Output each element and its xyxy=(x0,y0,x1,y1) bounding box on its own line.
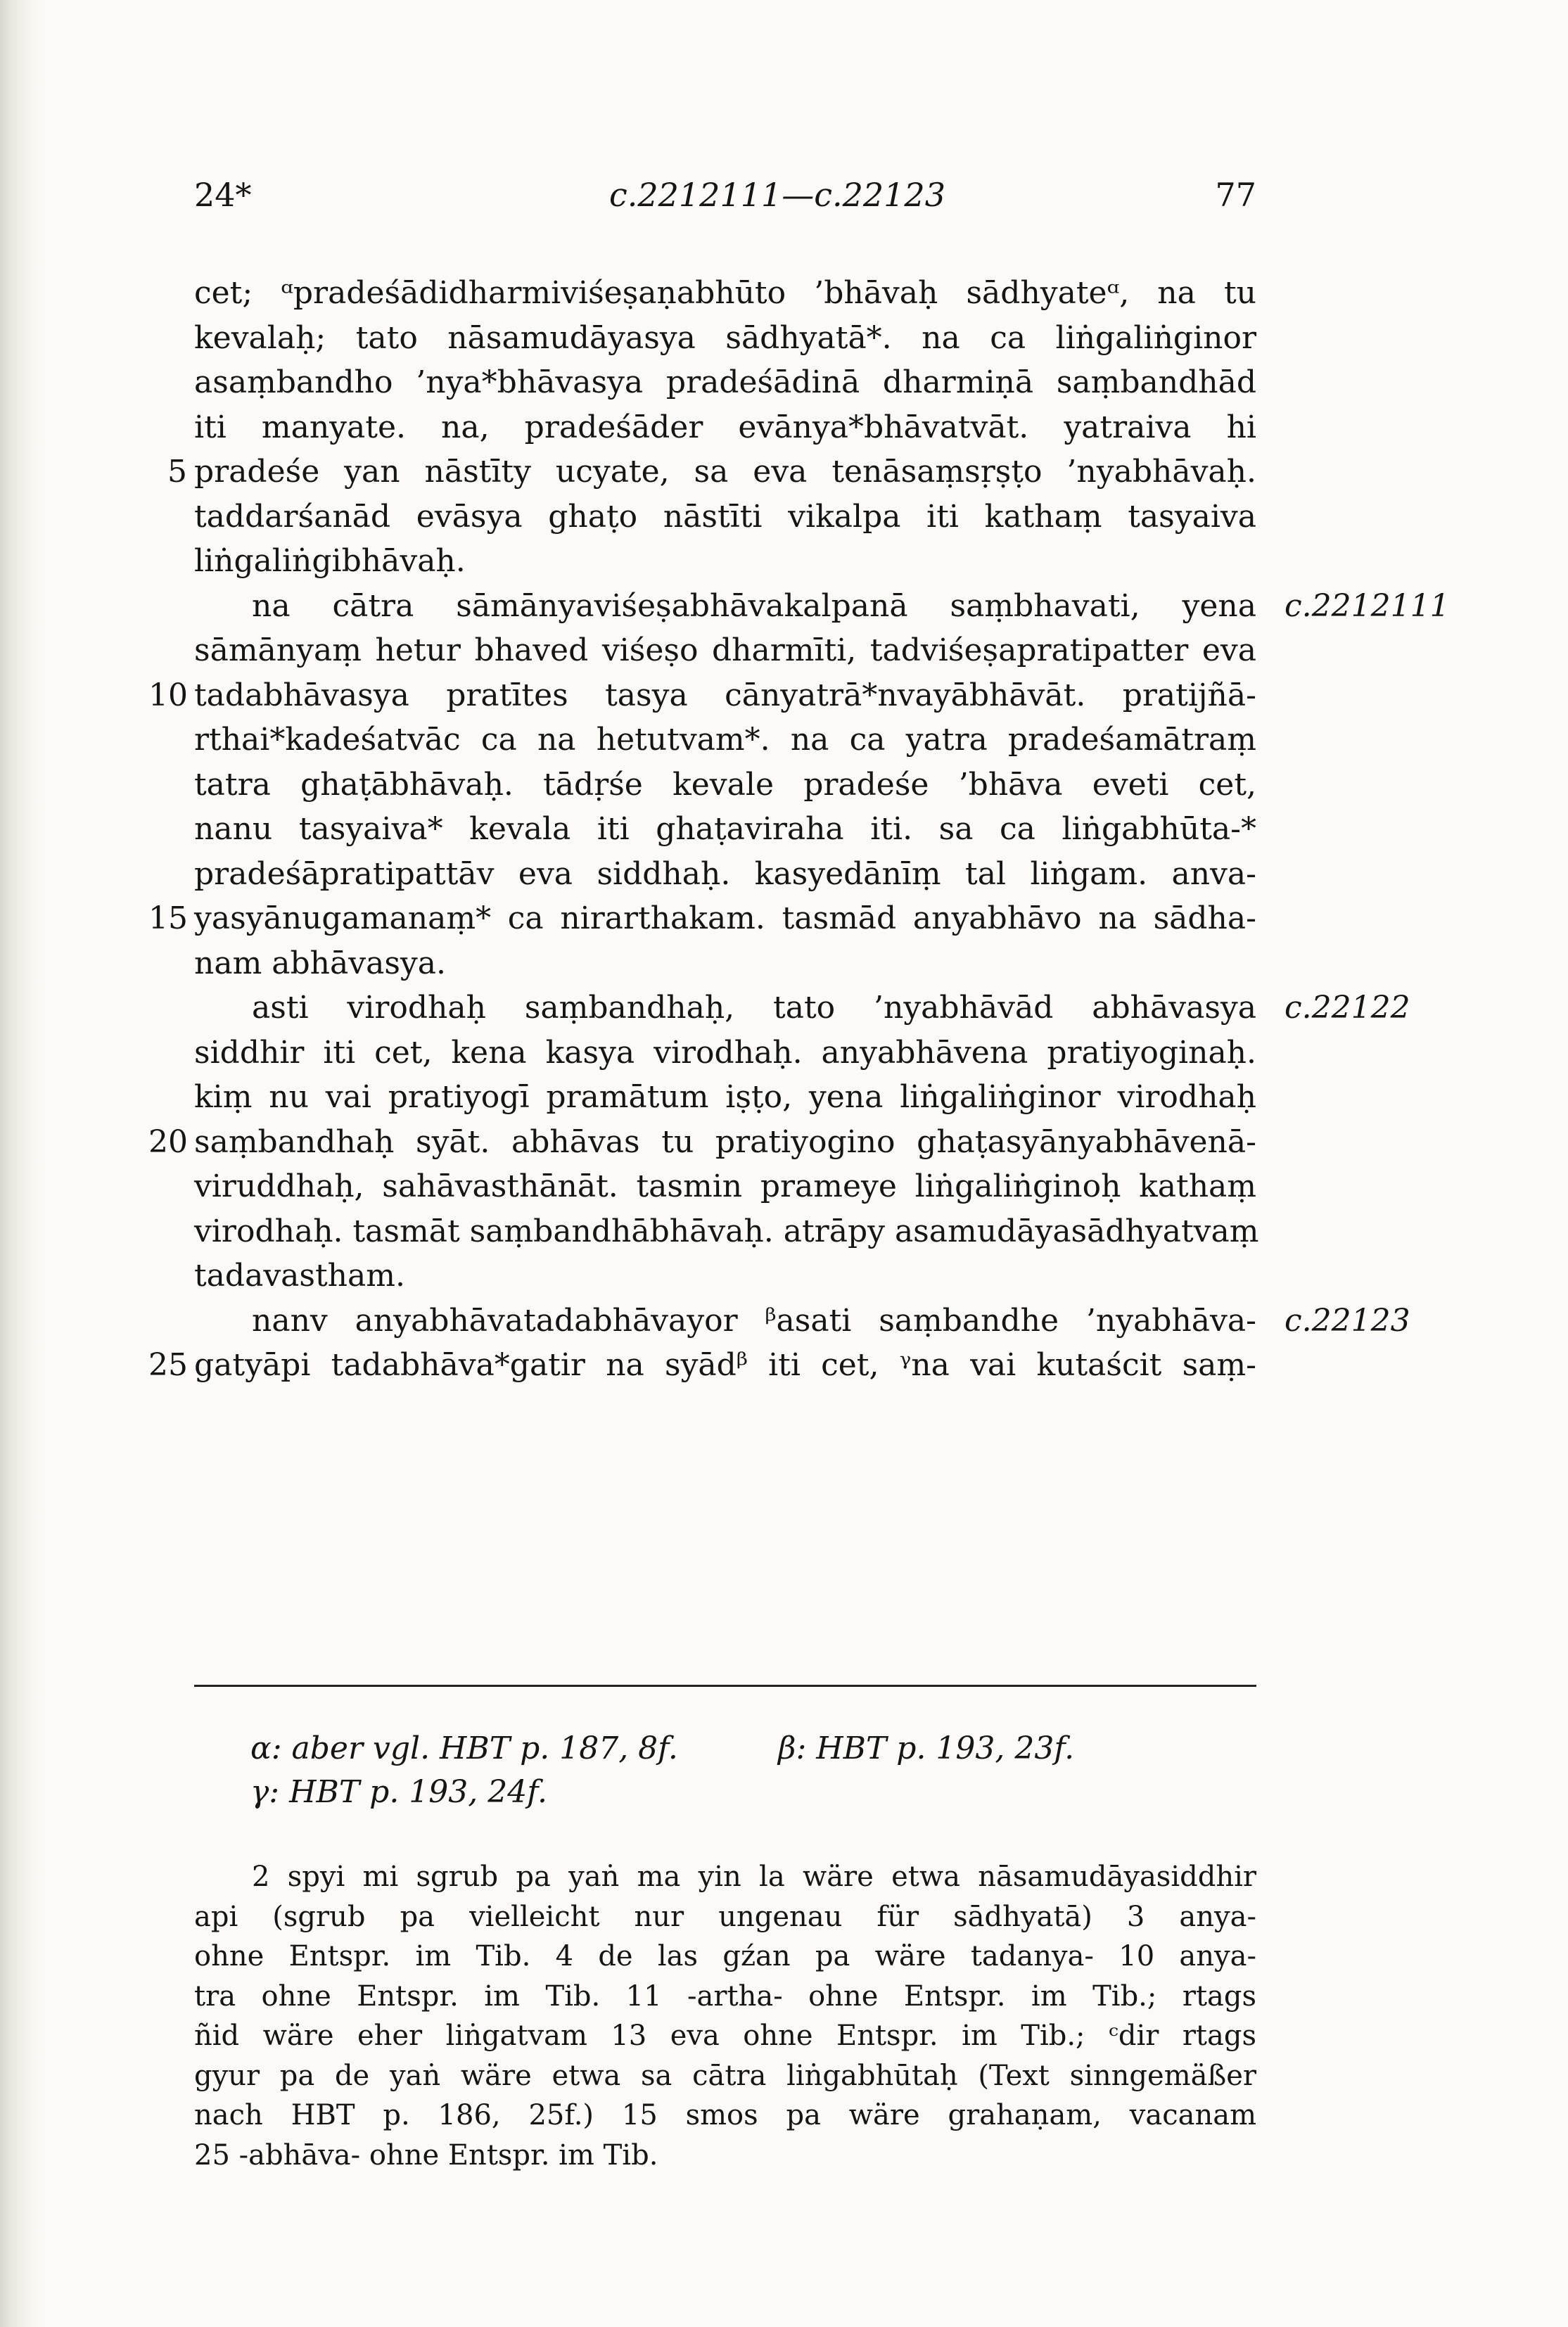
text-line: virodhaḥ. tasmāt saṃbandhābhāvaḥ. atrāpy asamudāyasādhyatvaṃ xyxy=(194,1213,1259,1249)
page-number: 77 xyxy=(1215,176,1256,214)
note-line: ñid wäre eher liṅgatvam 13 eva ohne Entspr. im Tib.; ᶜdir rtags xyxy=(194,2020,1256,2052)
line-number: 5 xyxy=(167,454,187,490)
parallel-references xyxy=(250,1727,1263,1814)
ref-beta: β: HBT p. 193, 23f. xyxy=(778,1730,1075,1766)
header-section-range: c.2212111—c.22123 xyxy=(609,176,945,214)
line-number: 25 xyxy=(148,1347,188,1383)
text-line: rthai*kadeśatvāc ca na hetutvam*. na ca yatra pradeśamātraṃ xyxy=(194,722,1256,758)
text-line: nam abhāvasya. xyxy=(194,945,446,981)
note-line: 2 spyi mi sgrub pa yaṅ ma yin la wäre etwa nāsamudāyasiddhir xyxy=(252,1861,1256,1893)
text-line: 25 gatyāpi tadabhāva*gatir na syādᵝ iti cet, ᵞna vai kutaścit saṃ- xyxy=(194,1343,1256,1388)
note-line: api (sgrub pa vielleicht nur ungenau für sādhyatā) 3 anya- xyxy=(194,1900,1256,1933)
text-line: iti manyate. na, pradeśāder evānya*bhāvatvāt. yatraiva hi xyxy=(194,409,1256,445)
note-line: gyur pa de yaṅ wäre etwa sa cātra liṅgabhūtaḥ (Text sinngemäßer xyxy=(194,2059,1256,2092)
paragraph-start-line: asti virodhaḥ saṃbandhaḥ, tato ’nyabhāvād abhāvasya c.22122 xyxy=(194,986,1256,1031)
note-line: 25 -abhāva- ohne Entspr. im Tib. xyxy=(194,2138,658,2172)
text-line: 15 yasyānugamanaṃ* ca nirarthakam. tasmād anyabhāvo na sādha- xyxy=(194,896,1256,941)
critical-notes xyxy=(194,1857,1256,2175)
text-line: nanu tasyaiva* kevala iti ghaṭaviraha iti. sa ca liṅgabhūta-* xyxy=(194,811,1256,847)
text-line: taddarśanād evāsya ghaṭo nāstīti vikalpa iti kathaṃ tasyaiva xyxy=(194,498,1256,535)
text-line: asaṃbandho ’nya*bhāvasya pradeśādinā dharmiṇā saṃbandhād xyxy=(194,364,1256,400)
text-line: cet; ᵅpradeśādidharmiviśeṣaṇabhūto ’bhāvaḥ sādhyateᵅ, na tu xyxy=(194,275,1256,311)
ref-gamma: γ: HBT p. 193, 24f. xyxy=(250,1774,547,1810)
text-line: pradeśāpratipattāv eva siddhaḥ. kasyedānīṃ tal liṅgam. anva- xyxy=(194,855,1256,892)
text-line: 5 pradeśe yan nāstīty ucyate, sa eva tenāsaṃsṛṣṭo ’nyabhāvaḥ. xyxy=(194,450,1256,495)
note-line: nach HBT p. 186, 25f.) 15 smos pa wäre grahaṇam, vacanam xyxy=(194,2099,1256,2131)
margin-section-ref: c.2212111 xyxy=(1285,587,1450,624)
margin-section-ref: c.22122 xyxy=(1285,990,1410,1026)
text-line: sāmānyaṃ hetur bhaved viśeṣo dharmīti, tadviśeṣapratipatter eva xyxy=(194,632,1256,668)
text-line: tatra ghaṭābhāvaḥ. tādṛśe kevale pradeśe ’bhāva eveti cet, xyxy=(194,766,1256,803)
header-section-number: 24* xyxy=(194,176,252,214)
scan-edge-shadow xyxy=(0,0,42,2327)
text-line: 10 tadabhāvasya pratītes tasya cānyatrā*nvayābhāvāt. pratijñā- xyxy=(194,673,1256,718)
main-text xyxy=(148,271,1450,1388)
running-header xyxy=(194,176,1256,225)
text-line: viruddhaḥ, sahāvasthānāt. tasmin prameye liṅgaliṅginoḥ kathaṃ xyxy=(194,1168,1256,1204)
line-number: 15 xyxy=(148,900,188,936)
text-line: tadavastham. xyxy=(194,1258,405,1294)
ref-alpha: α: aber vgl. HBT p. 187, 8f. xyxy=(250,1730,678,1766)
note-line: ohne Entspr. im Tib. 4 de las gźan pa wäre tadanya- 10 anya- xyxy=(194,1940,1256,1972)
text-line: 20 saṃbandhaḥ syāt. abhāvas tu pratiyogino ghaṭasyānyabhāvenā- xyxy=(194,1120,1256,1165)
text-line: kiṃ nu vai pratiyogī pramātum iṣṭo, yena liṅgaliṅginor virodhaḥ xyxy=(194,1079,1256,1115)
footnote-divider xyxy=(194,1685,1256,1687)
paragraph-start-line: nanv anyabhāvatadabhāvayor ᵝasati saṃbandhe ’nyabhāva- c.22123 xyxy=(194,1299,1256,1344)
line-number: 10 xyxy=(148,677,188,713)
note-line: tra ohne Entspr. im Tib. 11 -artha- ohne Entspr. im Tib.; rtags xyxy=(194,1979,1256,2013)
paragraph-start-line: na cātra sāmānyaviśeṣabhāvakalpanā saṃbhavati, yena c.2212111 xyxy=(194,584,1256,629)
text-line: kevalaḥ; tato nāsamudāyasya sādhyatā*. na ca liṅgaliṅginor xyxy=(194,319,1256,356)
margin-section-ref: c.22123 xyxy=(1285,1302,1410,1339)
line-number: 20 xyxy=(148,1123,188,1160)
text-line: siddhir iti cet, kena kasya virodhaḥ. anyabhāvena pratiyoginaḥ. xyxy=(194,1034,1256,1071)
text-line: liṅgaliṅgibhāvaḥ. xyxy=(194,543,466,579)
